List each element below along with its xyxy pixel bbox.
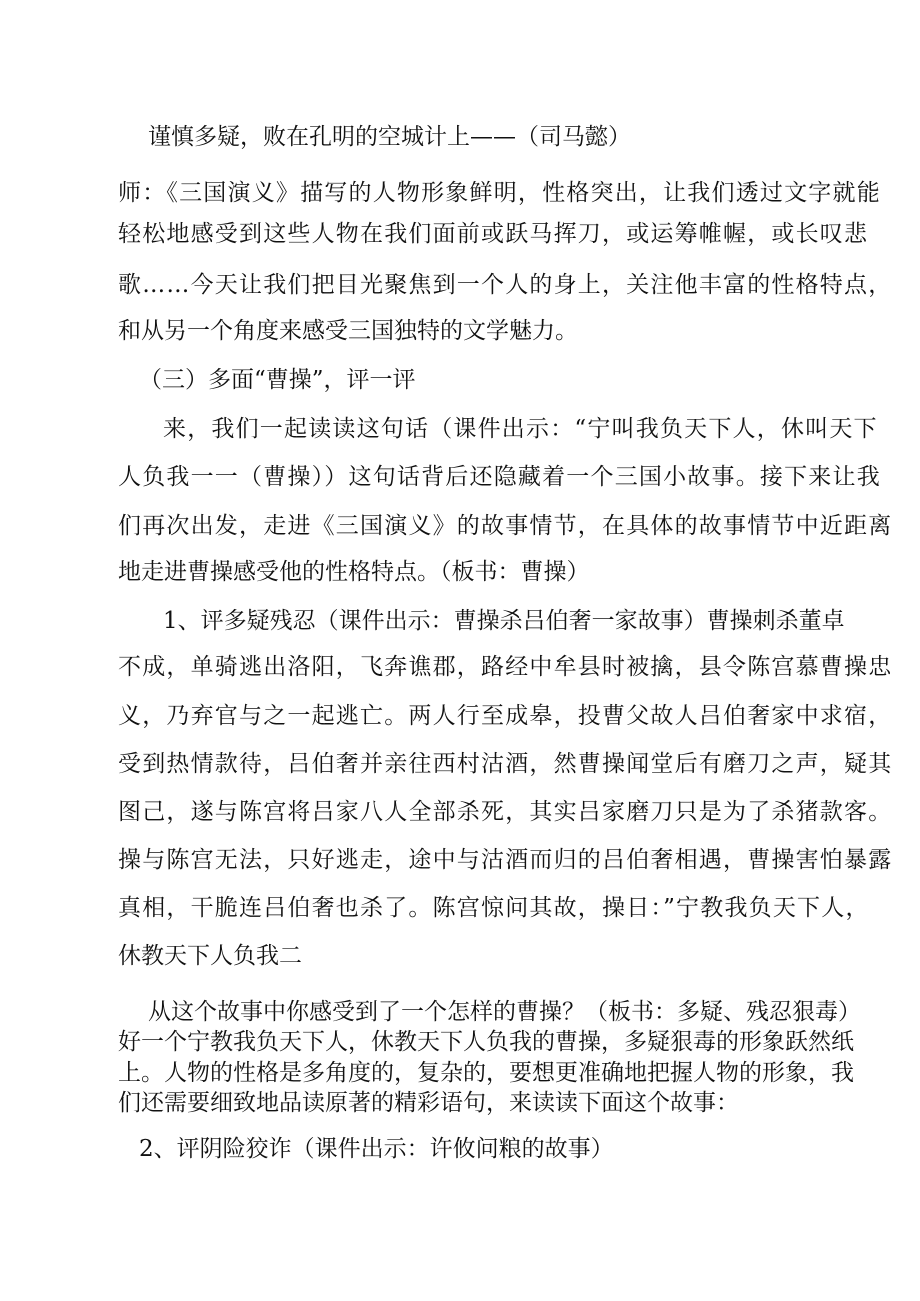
text-line: 轻松地感受到这些人物在我们面前或跃马挥刀，或运筹帷幄，或长叹悲 bbox=[118, 221, 869, 247]
text-line: 上。人物的性格是多角度的，复杂的，要想更准确地把握人物的形象，我 bbox=[118, 1060, 854, 1086]
text-line: 人负我一一（曹操））这句话背后还隐藏着一个三国小故事。接下来让我 bbox=[118, 464, 881, 490]
text-line: 从这个故事中你感受到了一个怎样的曹操？（板书：多疑、残忍狠毒） bbox=[148, 999, 861, 1025]
text-line: 来，我们一起读读这句话（课件出示：“宁叫我负天下人，休叫天下 bbox=[163, 416, 878, 442]
text-line: 好一个宁教我负天下人，休教天下人负我的曹操，多疑狠毒的形象跃然纸 bbox=[118, 1029, 854, 1055]
text-line: 操与陈宫无法，只好逃走，途中与沽酒而归的吕伯奢相遇，曹操害怕暴露 bbox=[118, 847, 893, 873]
section-heading: （三）多面“曹操”，评一评 bbox=[139, 367, 416, 393]
text-line: 们再次出发，走进《三国演义》的故事情节，在具体的故事情节中近距离 bbox=[118, 513, 893, 539]
text-line: 歌……今天让我们把目光聚焦到一个人的身上，关注他丰富的性格特点， bbox=[118, 272, 893, 298]
text-line: 地走进曹操感受他的性格特点。（板书：曹操） bbox=[118, 559, 590, 585]
subsection-line: 1、评多疑残忍（课件出示：曹操杀吕伯奢一家故事）曹操刺杀董卓 bbox=[163, 608, 845, 634]
text-line: 休教天下人负我二 bbox=[118, 943, 302, 969]
text-line: 图己，遂与陈宫将吕家八人全部杀死，其实吕家磨刀只是为了杀猪款客。 bbox=[118, 799, 893, 825]
text-line: 真相，干脆连吕伯奢也杀了。陈宫惊问其故，操日：”宁教我负天下人， bbox=[118, 895, 870, 921]
text-line: 和从另一个角度来感受三国独特的文学魅力。 bbox=[118, 318, 578, 344]
text-line: 义，乃弃官与之一起逃亡。两人行至成皋，投曹父故人吕伯奢家中求宿， bbox=[118, 703, 893, 729]
text-line: 们还需要细致地品读原著的精彩语句，来读读下面这个故事： bbox=[118, 1090, 739, 1116]
text-line: 谨慎多疑，败在孔明的空城计上——（司马懿） bbox=[148, 124, 631, 150]
text-line: 师：《三国演义》描写的人物形象鲜明，性格突出，让我们透过文字就能 bbox=[118, 180, 881, 206]
text-line: 受到热情款待，吕伯奢并亲往西村沽酒，然曹操闻堂后有磨刀之声，疑其 bbox=[118, 751, 893, 777]
subsection-line: 2、评阴险狡诈（课件出示：许攸问粮的故事） bbox=[139, 1136, 614, 1162]
text-line: 不成，单骑逃出洛阳，飞奔谯郡，路经中牟县时被擒，县令陈宫慕曹操忠 bbox=[118, 654, 893, 680]
